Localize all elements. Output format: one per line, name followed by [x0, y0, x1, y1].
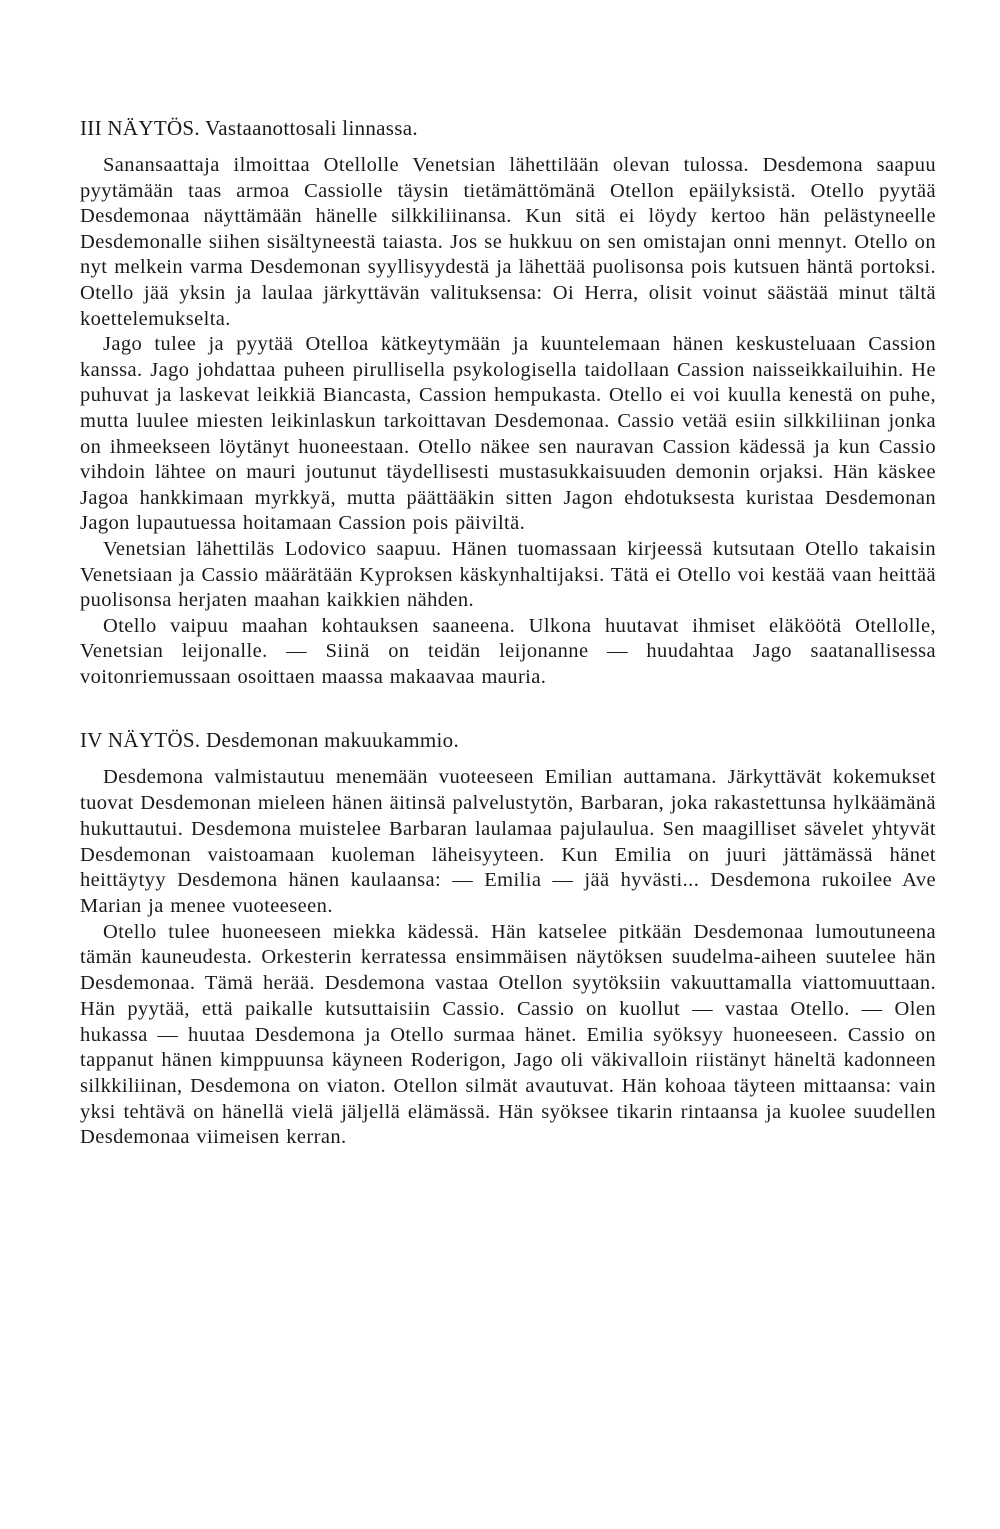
act-3-paragraph-1: Sanansaattaja ilmoittaa Otellolle Venetsian lähettilään olevan tulossa. Desdemona saapuu pyytämään taas armoa Cassiolle täysin tietämättömänä Otellon epäilyksistä. Otello pyytää Desdemonaa näyttämään hänelle silkkiliinansa. Kun sitä ei löydy kertoo hän pelästyneelle Desdemonalle siihen sisältyneestä taiasta. Jos se hukkuu on sen omistajan onni mennyt. Otello on nyt melkein varma Desdemonan syyllisyydestä ja lähettää puolisonsa pois kutsuen häntä portoksi. Otello jää yksin ja laulaa järkyttävän valituksensa: Oi Herra, olisit voinut säästää minut tältä koettelemukselta. — [80, 154, 936, 330]
act-3-section — [80, 112, 936, 690]
act-4-section — [80, 724, 936, 1151]
act-4-paragraph-2: Otello tulee huoneeseen miekka kädessä. Hän katselee pitkään Desdemonaa lumoutuneena tämän kauneudesta. Orkesterin kerratessa ensimmäisen näytöksen suudelma-aiheen suutelee hän Desdemonaa. Tämä herää. Desdemona vastaa Otellon syytöksiin vakuuttamalla viattomuuttaan. Hän pyytää, että paikalle kutsuttaisiin Cassio. Cassio on kuollut — vastaa Otello. — Olen hukassa — huutaa Desdemona ja Otello surmaa hänet. Emilia syöksyy huoneeseen. Cassio on tappanut hänen kimppuunsa käyneen Roderigon, Jago oli väkivalloin riistänyt häneltä kadonneen silkkiliinan, Desdemona on viaton. Otellon silmät avautuvat. Hän kohoaa täyteen mittaansa: vain yksi tehtävä on hänellä vielä jäljellä elämässä. Hän syöksee tikarin rintaansa ja kuolee suudellen Desdemonaa viimeisen kerran. — [80, 920, 936, 1149]
document-page — [80, 112, 936, 1151]
act-3-heading: III NÄYTÖS. Vastaanottosali linnassa. — [80, 116, 418, 140]
act-3-paragraph-4: Otello vaipuu maahan kohtauksen saaneena. Ulkona huutavat ihmiset eläköötä Otellolle, Venetsian leijonalle. — Siinä on teidän leijonanne — huudahtaa Jago saatanallisessa voitonriemussaan osoittaen maassa makaavaa mauria. — [80, 614, 936, 688]
act-3-paragraph-3: Venetsian lähettiläs Lodovico saapuu. Hänen tuomassaan kirjeessä kutsutaan Otello takaisin Venetsiaan ja Cassio määrätään Kyproksen käskynhaltijaksi. Tätä ei Otello voi kestää vaan heittää puolisonsa herjaten maahan kaikkien nähden. — [80, 537, 936, 612]
act-3-paragraph-2: Jago tulee ja pyytää Otelloa kätkeytymään ja kuuntelemaan hänen keskusteluaan Cassion kanssa. Jago johdattaa puheen pirullisella psykologisella taidollaan Cassion naisseikkailuihin. He puhuvat ja laskevat leikkiä Biancasta, Cassion hempukasta. Otello ei voi kuulla kenestä on puhe, mutta luulee miesten leikinlaskun tarkoittavan Desdemonaa. Cassio vetää esiin silkkiliinan jonka on ihmeekseen löytänyt huoneestaan. Otello näkee sen nauravan Cassion kädessä ja kun Cassio vihdoin lähtee on mauri joutunut täydellisesti mustasukkaisuuden demonin orjaksi. Hän käskee Jagoa hankkimaan myrkkyä, mutta päättääkin sitten Jagon ehdotuksesta kuristaa Desdemonan Jagon lupautuessa hoitamaan Cassion pois päiviltä. — [80, 333, 936, 535]
act-4-paragraph-1: Desdemona valmistautuu menemään vuoteeseen Emilian auttamana. Järkyttävät kokemukset tuovat Desdemonan mieleen hänen äitinsä palvelustytön, Barbaran, joka rakastettunsa hylkäämänä hukuttautui. Desdemona muistelee Barbaran laulamaa pajulaulua. Sen maagilliset sävelet yhtyvät Desdemonan vaistoamaan kuoleman läheisyyteen. Kun Emilia on juuri jättämässä hänet heittäytyy Desdemona hänen kaulaansa: — Emilia — jää hyvästi... Desdemona rukoilee Ave Marian ja menee vuoteeseen. — [80, 766, 936, 917]
act-4-heading: IV NÄYTÖS. Desdemonan makuukammio. — [80, 728, 460, 753]
